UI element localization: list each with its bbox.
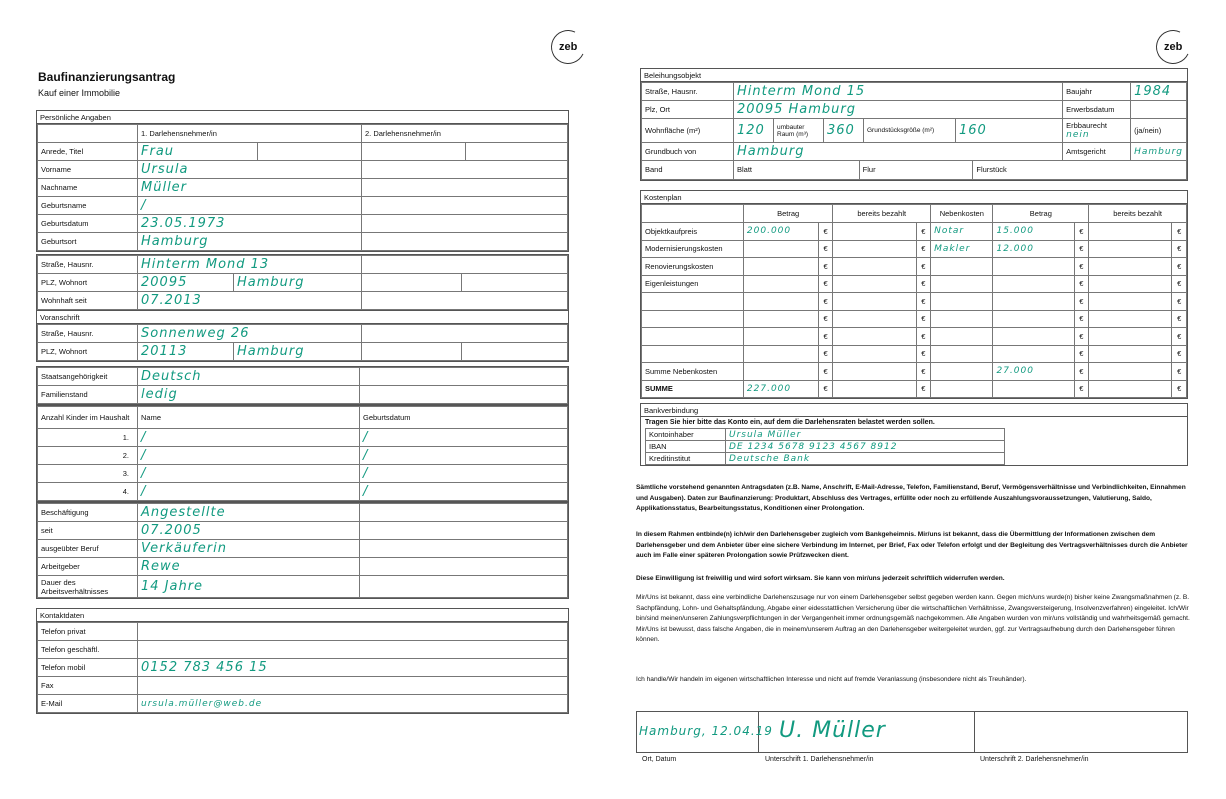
euro-sign-cell <box>916 380 931 398</box>
side-cost-type-cell[interactable] <box>931 380 993 398</box>
field-value[interactable]: Hinterm Mond 15 <box>737 84 866 99</box>
field-label: Band <box>642 161 734 179</box>
euro-sign: € <box>823 226 828 236</box>
cost-amount-cell[interactable] <box>743 363 818 381</box>
signature-1-value: U. Müller <box>779 718 886 743</box>
signature-2-field[interactable] <box>975 712 1187 752</box>
cost-row <box>642 240 1187 258</box>
col-header: 1. Darlehensnehmer/in <box>138 125 362 143</box>
euro-sign: € <box>921 366 926 376</box>
cost-row <box>642 275 1187 293</box>
consent-paragraph-5: Ich handle/Wir handeln im eigenen wirtschaftlichen Interesse und nicht auf fremde Veranlassung (insbesondere nicht als Treuhänder). <box>636 676 1027 683</box>
cost-label-cell <box>642 275 744 293</box>
children-section <box>36 405 569 502</box>
field-value[interactable]: Angestellte <box>141 505 226 520</box>
cost-label-cell <box>642 310 744 328</box>
child-dob[interactable]: / <box>363 466 369 481</box>
side-cost-amount-cell[interactable] <box>993 380 1074 398</box>
zeb-logo: zeb <box>1151 25 1195 69</box>
euro-sign: € <box>921 349 926 359</box>
side-cost-paid-cell[interactable] <box>1089 363 1172 381</box>
paid-amount-cell[interactable] <box>833 240 916 258</box>
euro-sign-cell <box>1172 275 1187 293</box>
side-cost-amount-cell[interactable] <box>993 223 1074 241</box>
section-header: Kostenplan <box>641 191 1187 204</box>
euro-sign-cell <box>1172 380 1187 398</box>
side-cost-amount-cell[interactable] <box>993 363 1074 381</box>
object-section <box>640 68 1188 181</box>
euro-sign: € <box>823 279 828 289</box>
side-cost-type-cell[interactable] <box>931 310 993 328</box>
place-date-label: Ort, Datum <box>642 756 677 763</box>
personal-section <box>36 110 569 252</box>
child-number: 1. <box>38 429 138 447</box>
side-cost-type[interactable]: Notar <box>934 226 965 237</box>
side-cost-type-cell[interactable] <box>931 275 993 293</box>
euro-sign-cell <box>916 310 931 328</box>
euro-sign: € <box>823 366 828 376</box>
euro-sign-cell <box>1172 345 1187 363</box>
field-value[interactable]: 07.2005 <box>141 523 202 538</box>
euro-sign: € <box>823 244 828 254</box>
cost-label: Modernisierungskosten <box>645 244 723 254</box>
field-label: Flurstück <box>973 161 1187 179</box>
cost-label-cell <box>642 363 744 381</box>
field-value[interactable]: Ursula <box>141 162 189 177</box>
euro-sign: € <box>823 331 828 341</box>
euro-sign-cell <box>818 223 833 241</box>
side-cost-amount-cell[interactable] <box>993 240 1074 258</box>
field-label: Geburtsort <box>38 233 138 251</box>
field-label: Telefon geschäftl. <box>38 641 138 659</box>
field-label: Straße, Hausnr. <box>38 325 138 343</box>
euro-sign-cell <box>1172 223 1187 241</box>
euro-sign: € <box>921 279 926 289</box>
cost-label-cell <box>642 258 744 276</box>
field-label: Wohnhaft seit <box>38 292 138 310</box>
field-value[interactable]: Hamburg <box>737 144 805 159</box>
field-label: Nachname <box>38 179 138 197</box>
euro-sign-cell <box>1172 310 1187 328</box>
field-value[interactable]: ledig <box>141 387 178 402</box>
cost-row <box>642 363 1187 381</box>
place-date-value: Hamburg, 12.04.19 <box>639 724 773 738</box>
euro-sign: € <box>823 261 828 271</box>
paid-amount-cell[interactable] <box>833 258 916 276</box>
address-section <box>36 254 569 311</box>
field-label: Grundbuch von <box>642 143 734 161</box>
paid-amount-cell[interactable] <box>833 363 916 381</box>
euro-sign: € <box>921 331 926 341</box>
child-dob[interactable]: / <box>363 430 369 445</box>
euro-sign-cell <box>818 345 833 363</box>
cost-label-cell <box>642 223 744 241</box>
child-name[interactable]: / <box>141 448 147 463</box>
side-cost-paid-cell[interactable] <box>1089 310 1172 328</box>
euro-sign-cell <box>1074 223 1089 241</box>
signature-1-label: Unterschrift 1. Darlehensnehmer/in <box>765 756 874 763</box>
col-header: Betrag <box>743 205 832 223</box>
euro-sign: € <box>823 349 828 359</box>
field-value[interactable]: Hamburg <box>141 234 209 249</box>
euro-sign: € <box>1079 296 1084 306</box>
field-label: Kontoinhaber <box>646 429 726 441</box>
euro-sign-cell <box>916 223 931 241</box>
field-value[interactable]: Hinterm Mond 13 <box>141 257 270 272</box>
side-cost-amount-cell[interactable] <box>993 345 1074 363</box>
side-cost-amount-cell[interactable] <box>993 258 1074 276</box>
euro-sign: € <box>823 384 828 394</box>
cost-label-cell <box>642 240 744 258</box>
cost-amount[interactable]: 200.000 <box>746 226 792 237</box>
euro-sign-cell <box>818 328 833 346</box>
field-label: Staatsangehörigkeit <box>38 368 138 386</box>
field-value[interactable]: Frau <box>141 144 175 159</box>
cost-label: Eigenleistungen <box>645 279 699 289</box>
cost-label: Renovierungskosten <box>645 261 714 271</box>
side-cost-amount-cell[interactable] <box>993 275 1074 293</box>
signature-1-field[interactable] <box>759 712 975 752</box>
euro-sign-cell <box>916 258 931 276</box>
side-cost-paid-cell[interactable] <box>1089 258 1172 276</box>
field-value[interactable]: Rewe <box>141 559 181 574</box>
col-header: Betrag <box>993 205 1089 223</box>
field-value[interactable]: / <box>141 198 147 213</box>
euro-sign: € <box>921 226 926 236</box>
side-cost-paid-cell[interactable] <box>1089 345 1172 363</box>
euro-sign-cell <box>916 293 931 311</box>
citizenship-section <box>36 366 569 405</box>
field-value[interactable]: 07.2013 <box>141 293 202 308</box>
euro-sign: € <box>1079 366 1084 376</box>
side-cost-type-cell[interactable] <box>931 240 993 258</box>
field-value[interactable]: 120 <box>737 123 765 138</box>
field-label: Baujahr <box>1063 83 1131 101</box>
euro-sign-cell <box>818 258 833 276</box>
field-label: Blatt <box>734 161 860 179</box>
euro-sign: € <box>823 296 828 306</box>
child-dob[interactable]: / <box>363 448 369 463</box>
side-cost-paid-cell[interactable] <box>1089 380 1172 398</box>
child-name[interactable]: / <box>141 430 147 445</box>
field-value[interactable]: Hamburg <box>1134 146 1183 157</box>
side-cost-paid-cell[interactable] <box>1089 240 1172 258</box>
section-header: Beleihungsobjekt <box>641 69 1187 82</box>
cost-amount-cell[interactable] <box>743 258 818 276</box>
paid-amount-cell[interactable] <box>833 293 916 311</box>
euro-sign-cell <box>1074 345 1089 363</box>
cost-label-cell <box>642 328 744 346</box>
cost-label-cell <box>642 345 744 363</box>
child-number: 3. <box>38 465 138 483</box>
side-cost-type-cell[interactable] <box>931 258 993 276</box>
field-label: Fax <box>38 677 138 695</box>
side-cost-paid-cell[interactable] <box>1089 223 1172 241</box>
field-value[interactable]: Müller <box>141 180 188 195</box>
euro-sign-cell <box>1074 328 1089 346</box>
cost-row <box>642 345 1187 363</box>
paid-amount-cell[interactable] <box>833 380 916 398</box>
iban-value[interactable]: DE 1234 5678 9123 4567 8912 <box>729 441 898 452</box>
side-cost-amount[interactable]: 27.000 <box>996 366 1034 377</box>
child-name[interactable]: / <box>141 484 147 499</box>
cost-label: Summe Nebenkosten <box>645 366 718 376</box>
euro-sign: € <box>1177 349 1182 359</box>
zeb-logo: zeb <box>546 25 590 69</box>
field-label: seit <box>38 522 138 540</box>
euro-sign: € <box>1177 296 1182 306</box>
euro-sign-cell <box>916 275 931 293</box>
paid-amount-cell[interactable] <box>833 275 916 293</box>
cost-amount[interactable]: 227.000 <box>746 383 792 394</box>
euro-sign: € <box>1177 244 1182 254</box>
field-label: Flur <box>859 161 973 179</box>
euro-sign: € <box>1079 226 1084 236</box>
euro-sign-cell <box>916 240 931 258</box>
euro-sign-cell <box>1172 293 1187 311</box>
cost-amount-cell[interactable] <box>743 380 818 398</box>
field-label: Beschäftigung <box>38 504 138 522</box>
side-cost-paid-cell[interactable] <box>1089 328 1172 346</box>
page-title: Baufinanzierungsantrag <box>38 70 176 84</box>
cost-row <box>642 258 1187 276</box>
field-value[interactable]: 1984 <box>1134 84 1172 99</box>
cost-label-cell <box>642 293 744 311</box>
field-label: Straße, Hausnr. <box>38 256 138 274</box>
cost-amount-cell[interactable] <box>743 310 818 328</box>
child-number: 2. <box>38 447 138 465</box>
euro-sign: € <box>1177 331 1182 341</box>
euro-sign-cell <box>818 380 833 398</box>
side-cost-type-cell[interactable] <box>931 223 993 241</box>
euro-sign: € <box>1079 261 1084 271</box>
signature-2-label: Unterschrift 2. Darlehensnehmer/in <box>980 756 1089 763</box>
child-name[interactable]: / <box>141 466 147 481</box>
col-header: bereits bezahlt <box>833 205 931 223</box>
section-header: Kontaktdaten <box>37 609 568 622</box>
cost-row <box>642 223 1187 241</box>
col-header: bereits bezahlt <box>1089 205 1187 223</box>
section-header: Bankverbindung <box>641 404 1187 417</box>
field-value[interactable]: Verkäuferin <box>141 541 227 556</box>
col-header: Nebenkosten <box>931 205 993 223</box>
field-label: Dauer des Arbeitsverhältnisses <box>38 576 138 598</box>
cost-label: SUMME <box>645 384 673 394</box>
euro-sign: € <box>823 314 828 324</box>
place-date-field[interactable] <box>637 712 773 752</box>
cost-amount-cell[interactable] <box>743 293 818 311</box>
field-value[interactable]: 160 <box>959 123 987 138</box>
email-value[interactable]: ursula.müller@web.de <box>141 698 263 709</box>
cost-row <box>642 380 1187 398</box>
field-label: Arbeitgeber <box>38 558 138 576</box>
cost-row <box>642 328 1187 346</box>
euro-sign-cell <box>1074 363 1089 381</box>
euro-sign-cell <box>1172 363 1187 381</box>
paid-amount-cell[interactable] <box>833 310 916 328</box>
euro-sign-cell <box>1074 380 1089 398</box>
paid-amount-cell[interactable] <box>833 345 916 363</box>
child-number: 4. <box>38 483 138 501</box>
field-value[interactable]: 20113 <box>141 344 188 359</box>
consent-paragraph-4: Mir/Uns ist bekannt, dass eine verbindliche Darlehenszusage nur von einem Darlehensgeber selbst gegeben werden kann. Gegen mich/uns wurde(n) bisher keine Zwangsmaßnahmen (z. B. Sachpfändung, Lohn- und Gehaltspfändung, Abgabe einer eidesstattlichen Versicherung über die wirtschaftlichen Verhältnisse, Zwangsversteigerung, Insolvenzverfahren) eingeleitet. Ich/Wir bin/sind meinen/unseren Zahlungsverpflichtungen in der Vergangenheit immer ordnungsgemäß nachgekommen. Alle Angaben wurden von mir/uns vollständig und wahrheitsgemäß gemacht. Mir/Uns ist bewusst, dass falsche Angaben, die in meinem/unserem Auftrag an den Darlehensgeber weitergeleitet wurden, ggf. zur Vertragsaufhebung durch den Darlehensgeber führen können. <box>636 594 1190 643</box>
page-1 <box>0 0 605 799</box>
cost-amount-cell[interactable] <box>743 328 818 346</box>
euro-sign-cell <box>1172 240 1187 258</box>
bank-section <box>640 403 1188 466</box>
field-label: Familienstand <box>38 386 138 404</box>
cost-label-cell <box>642 380 744 398</box>
euro-sign: € <box>921 314 926 324</box>
cost-amount-cell[interactable] <box>743 223 818 241</box>
euro-sign: € <box>921 244 926 254</box>
field-label: Geburtsname <box>38 197 138 215</box>
bank-instruction: Tragen Sie hier bitte das Konto ein, auf dem die Darlehensraten belastet werden sollen. <box>645 419 935 426</box>
side-cost-type-cell[interactable] <box>931 363 993 381</box>
col-header: Geburtsdatum <box>360 407 568 429</box>
field-label: Anrede, Titel <box>38 143 138 161</box>
cost-label: Objektkaufpreis <box>645 226 698 236</box>
field-label: Straße, Hausnr. <box>642 83 734 101</box>
euro-sign: € <box>1177 366 1182 376</box>
euro-sign: € <box>1177 226 1182 236</box>
previous-address-section <box>36 310 569 362</box>
field-label: Telefon privat <box>38 623 138 641</box>
side-cost-type[interactable]: Makler <box>934 243 971 254</box>
child-dob[interactable]: / <box>363 484 369 499</box>
cost-row <box>642 310 1187 328</box>
euro-sign: € <box>1177 314 1182 324</box>
side-cost-amount[interactable]: 15.000 <box>996 226 1034 237</box>
field-value[interactable]: 14 Jahre <box>141 579 204 594</box>
field-label: Grundstücksgröße (m²) <box>864 119 956 143</box>
euro-sign: € <box>1177 384 1182 394</box>
euro-sign-cell <box>1074 258 1089 276</box>
field-label: Wohnfläche (m²) <box>642 119 734 143</box>
field-label: Amtsgericht <box>1063 143 1131 161</box>
field-label: Plz, Ort <box>642 101 734 119</box>
field-label: Erbbaurecht nein <box>1063 119 1131 143</box>
employment-section <box>36 502 569 599</box>
side-cost-paid-cell[interactable] <box>1089 275 1172 293</box>
euro-sign-cell <box>818 293 833 311</box>
field-label: (ja/nein) <box>1131 119 1187 143</box>
field-value[interactable]: 20095 Hamburg <box>737 102 856 117</box>
contact-section <box>36 608 569 714</box>
euro-sign-cell <box>1074 240 1089 258</box>
paid-amount-cell[interactable] <box>833 223 916 241</box>
field-label: Geburtsdatum <box>38 215 138 233</box>
page-subtitle: Kauf einer Immobilie <box>38 88 121 98</box>
euro-sign-cell <box>1074 293 1089 311</box>
field-label: Kreditinstitut <box>646 453 726 465</box>
euro-sign-cell <box>818 275 833 293</box>
field-value[interactable]: Hamburg <box>237 275 305 290</box>
col-header: Name <box>138 407 360 429</box>
field-value[interactable]: Deutsch <box>141 369 202 384</box>
euro-sign: € <box>921 384 926 394</box>
field-value[interactable]: 20095 <box>141 275 188 290</box>
euro-sign: € <box>921 296 926 306</box>
field-label: Erwerbsdatum <box>1063 101 1131 119</box>
euro-sign-cell <box>916 345 931 363</box>
consent-paragraph-1: Sämtliche vorstehend genannten Antragsdaten (z.B. Name, Anschrift, E-Mail-Adresse, Telefon, Familienstand, Beruf, Vermögensverhältnisse und Verbindlichkeiten, Einnahmen und Ausgaben). Daten zur Baufinanzierung: Produktart, Abschluss des Vertrages, erfüllte oder noch zu erfüllende Auszahlungsvoraussetzungen, Valutierung, Saldo, Applikationsstatus, Bearbeitungsstatus, Konditionen einer Prolongation. <box>636 484 1186 512</box>
euro-sign: € <box>921 261 926 271</box>
euro-sign-cell <box>818 240 833 258</box>
euro-sign: € <box>1079 279 1084 289</box>
euro-sign-cell <box>916 328 931 346</box>
euro-sign-cell <box>1074 310 1089 328</box>
section-header: Persönliche Angaben <box>37 111 568 124</box>
side-cost-amount[interactable]: 12.000 <box>996 243 1034 254</box>
euro-sign-cell <box>1074 275 1089 293</box>
side-cost-amount-cell[interactable] <box>993 293 1074 311</box>
euro-sign: € <box>1079 384 1084 394</box>
col-header: 2. Darlehensnehmer/in <box>362 125 568 143</box>
field-label: ausgeübter Beruf <box>38 540 138 558</box>
cost-amount-cell[interactable] <box>743 345 818 363</box>
field-value[interactable]: 360 <box>827 123 855 138</box>
euro-sign: € <box>1079 349 1084 359</box>
cost-amount-cell[interactable] <box>743 240 818 258</box>
euro-sign: € <box>1177 261 1182 271</box>
field-label: PLZ, Wohnort <box>38 274 138 292</box>
side-cost-paid-cell[interactable] <box>1089 293 1172 311</box>
euro-sign: € <box>1079 331 1084 341</box>
field-label: Anzahl Kinder im Haushalt <box>38 407 138 429</box>
field-value[interactable]: nein <box>1066 130 1090 140</box>
field-value[interactable]: Sonnenweg 26 <box>141 326 250 341</box>
section-header: Voranschrift <box>37 311 568 324</box>
euro-sign-cell <box>818 310 833 328</box>
side-cost-type-cell[interactable] <box>931 293 993 311</box>
cost-row <box>642 293 1187 311</box>
consent-paragraph-3: Diese Einwilligung ist freiwillig und wird sofort wirksam. Sie kann von mir/uns jederzeit schriftlich widerrufen werden. <box>636 575 1005 582</box>
field-label: E-Mail <box>38 695 138 713</box>
euro-sign-cell <box>1172 258 1187 276</box>
field-label: PLZ, Wohnort <box>38 343 138 361</box>
side-cost-amount-cell[interactable] <box>993 328 1074 346</box>
euro-sign-cell <box>916 363 931 381</box>
consent-paragraph-2: In diesem Rahmen entbinde(n) ich/wir den Darlehensgeber zugleich vom Bankgeheimnis. Mir/uns ist bekannt, dass die Übermittlung der Informationen zwischen dem Darlehensgeber und dem Anbieter über eine sichere Verbindung im Internet, per Brief, Fax oder Telefon erfolgt und der Begleitung des Vertragsverhältnisses durch die Anbieter auch im Falle einer späteren Prolongation sowie Prüfzwecken dient. <box>636 531 1188 559</box>
side-cost-amount-cell[interactable] <box>993 310 1074 328</box>
field-label: umbauter Raum (m³) <box>774 119 824 143</box>
paid-amount-cell[interactable] <box>833 328 916 346</box>
cost-plan-section <box>640 190 1188 399</box>
euro-sign-cell <box>818 363 833 381</box>
signature-box <box>636 711 1188 753</box>
field-label: Telefon mobil <box>38 659 138 677</box>
side-cost-type-cell[interactable] <box>931 345 993 363</box>
field-label: IBAN <box>646 441 726 453</box>
bank-name-value[interactable]: Deutsche Bank <box>729 453 811 464</box>
field-value[interactable]: 23.05.1973 <box>141 216 226 231</box>
cost-amount-cell[interactable] <box>743 275 818 293</box>
field-value[interactable]: Hamburg <box>237 344 305 359</box>
account-holder-value[interactable]: Ursula Müller <box>729 429 802 440</box>
euro-sign: € <box>1079 314 1084 324</box>
field-label: Vorname <box>38 161 138 179</box>
euro-sign-cell <box>1172 328 1187 346</box>
phone-mobile-value[interactable]: 0152 783 456 15 <box>141 660 268 675</box>
euro-sign: € <box>1079 244 1084 254</box>
side-cost-type-cell[interactable] <box>931 328 993 346</box>
euro-sign: € <box>1177 279 1182 289</box>
